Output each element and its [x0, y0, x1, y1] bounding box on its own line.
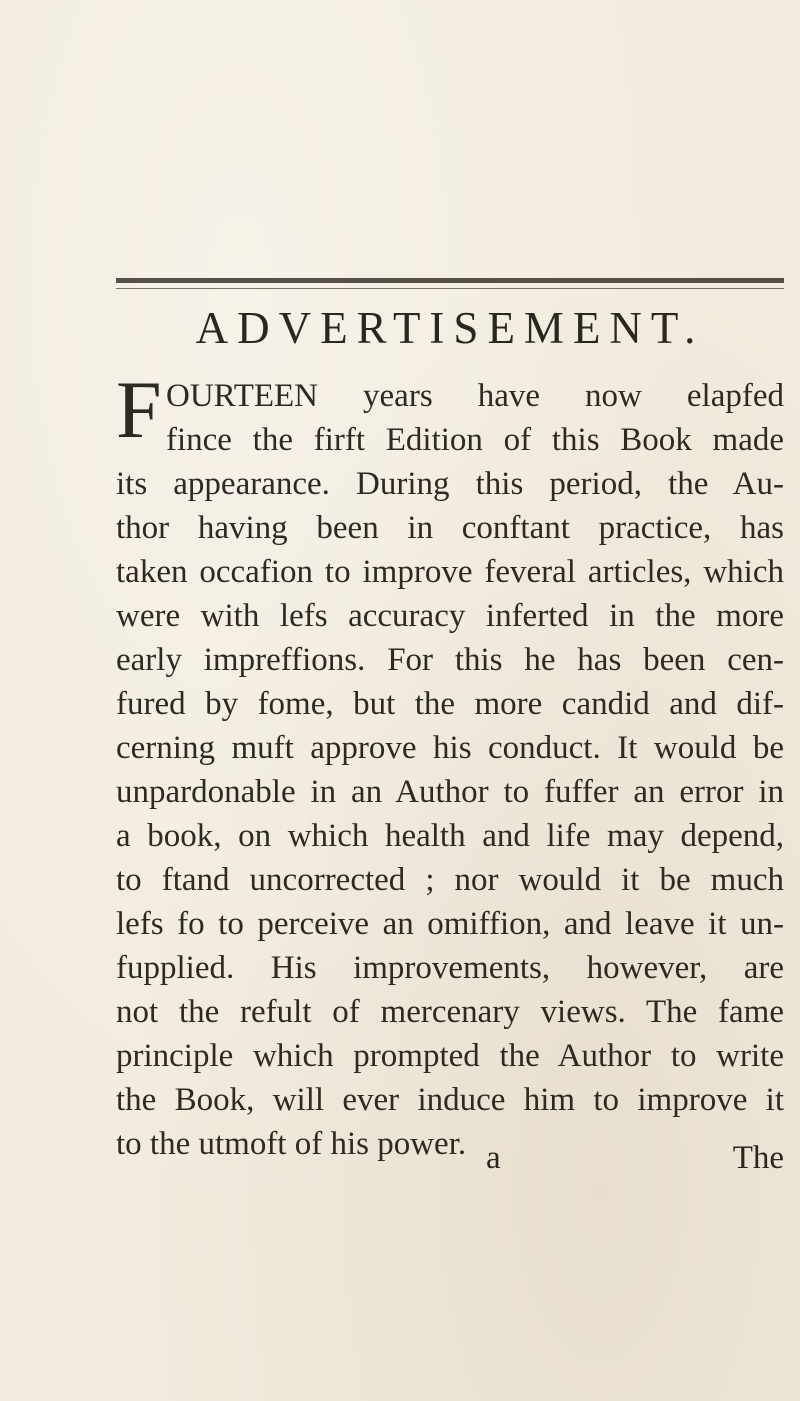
text-line: unpardonable in an Author to fuffer an error in	[116, 774, 784, 810]
header-rule-thick	[116, 278, 784, 283]
header-rule-thin	[116, 288, 784, 289]
dropcap-block	[116, 364, 784, 462]
text-line: a book, on which health and life may depend,	[116, 818, 784, 854]
text-line-last: to the utmoft of his power.	[116, 1126, 467, 1162]
text-line: fupplied. His improvements, however, are	[116, 950, 784, 986]
catchword: The	[732, 1140, 784, 1176]
text-line: lefs fo to perceive an omiffion, and leave it un-	[116, 906, 784, 942]
text-line: principle which prompted the Author to write	[116, 1038, 784, 1074]
text-line: taken occafion to improve feveral articles, which	[116, 554, 784, 590]
page-heading: ADVERTISEMENT.	[195, 303, 705, 353]
text-line: thor having been in conftant practice, has	[116, 510, 784, 546]
text-line: early impreffions. For this he has been cen-	[116, 642, 784, 678]
signature-mark: a	[486, 1140, 501, 1176]
advertisement-paragraph	[116, 364, 784, 1166]
dropcap-lines	[166, 374, 784, 462]
text-line: fince the firft Edition of this Book made	[166, 422, 784, 458]
text-line: its appearance. During this period, the Au-	[116, 466, 784, 502]
text-line: OURTEEN years have now elapfed	[166, 378, 784, 414]
text-line: fured by fome, but the more candid and dif-	[116, 686, 784, 722]
page-footer	[116, 1140, 784, 1180]
text-line: to ftand uncorrected ; nor would it be much	[116, 862, 784, 898]
text-line: cerning muft approve his conduct. It would be	[116, 730, 784, 766]
text-line: not the refult of mercenary views. The fame	[116, 994, 784, 1030]
text-line: the Book, will ever induce him to improve it	[116, 1082, 784, 1118]
text-line: were with lefs accuracy inferted in the more	[116, 598, 784, 634]
drop-cap-letter: F	[116, 364, 162, 455]
